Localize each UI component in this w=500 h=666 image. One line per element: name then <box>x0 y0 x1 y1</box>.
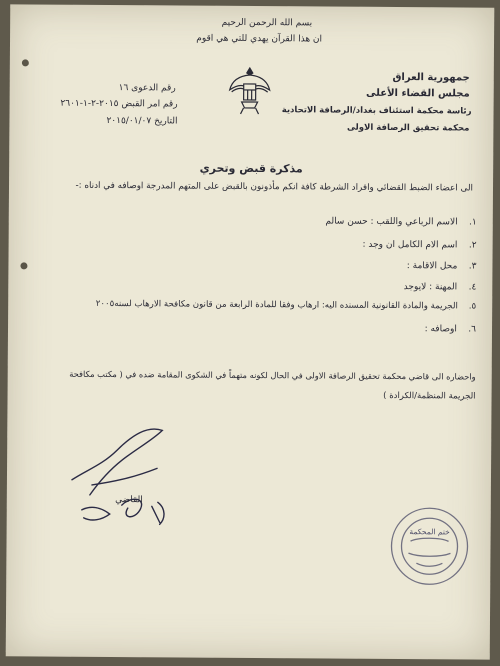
list-item <box>28 321 476 334</box>
quran-verse: ان هذا القرآن يهدي للتي هي اقوم <box>196 33 323 45</box>
document-date: التاريخ ٢٠١٥/٠١/٠٧ <box>106 115 178 127</box>
item-number: ١. <box>469 217 477 228</box>
iraq-eagle-emblem-icon <box>228 64 272 116</box>
header-council: مجلس القضاء الأعلى <box>366 87 470 100</box>
item-number: ٣. <box>468 261 477 272</box>
arrest-order-number: رقم امر القبض ٢٠١٥-٢-١-٢٦٠١ <box>60 98 178 110</box>
item-number: ٢. <box>468 240 477 251</box>
document-title: مذكرة قبض وتحري <box>199 161 303 176</box>
item-text: الاسم الرباعي واللقب : حسن سالم <box>325 216 458 228</box>
basmala: بسم الله الرحمن الرحيم <box>221 17 313 29</box>
header-investigation-court: محكمة تحقيق الرصافة الاولى <box>346 122 470 134</box>
item-text: محل الاقامة : <box>406 261 458 272</box>
list-item <box>29 237 477 250</box>
header-republic: جمهورية العراق <box>392 71 470 84</box>
closing-line-2: الجريمة المنظمة/الكرادة ) <box>383 390 476 402</box>
list-item <box>28 298 476 311</box>
item-number: ٥. <box>468 301 477 312</box>
item-text: الجريمة والمادة القانونية المسنده اليه: ارهاب وفقا للمادة الرابعة من قانون مكافحة الارهاب لسنه٢٠٠٥ <box>95 298 458 312</box>
list-item <box>29 214 477 227</box>
stamp-text: ختم المحكمة <box>409 527 450 537</box>
item-text: المهنة : لايوجد <box>403 282 458 293</box>
item-number: ٦. <box>468 324 477 335</box>
list-item <box>28 279 476 292</box>
document-page <box>6 4 495 659</box>
judge-signature <box>62 410 183 541</box>
case-number: رقم الدعوى ١٦ <box>118 83 176 94</box>
punch-hole <box>22 59 29 66</box>
signature-label: القاضي <box>115 495 143 506</box>
list-item <box>28 258 476 271</box>
punch-hole <box>20 262 27 269</box>
header-court: رئاسة محكمة استئناف بغداد/الرصافة الاتحادية <box>281 105 472 117</box>
closing-line-1: واحضاره الى قاضي محكمة تحقيق الرصافة الاولى في الحال لكونه متهماً في الشكوى المقامة ضده في ( مكتب مكافحة <box>69 368 476 382</box>
court-stamp-seal <box>388 505 471 588</box>
item-text: اوصافه : <box>424 324 457 335</box>
item-text: اسم الام الكامل ان وجد : <box>362 239 458 251</box>
item-number: ٤. <box>468 282 477 293</box>
intro-paragraph: الى اعضاء الضبط القضائي وافراد الشرطة كافة انكم مأذونون بالقبض على المتهم المدرجة اوصافه في ادناه :- <box>75 180 474 194</box>
